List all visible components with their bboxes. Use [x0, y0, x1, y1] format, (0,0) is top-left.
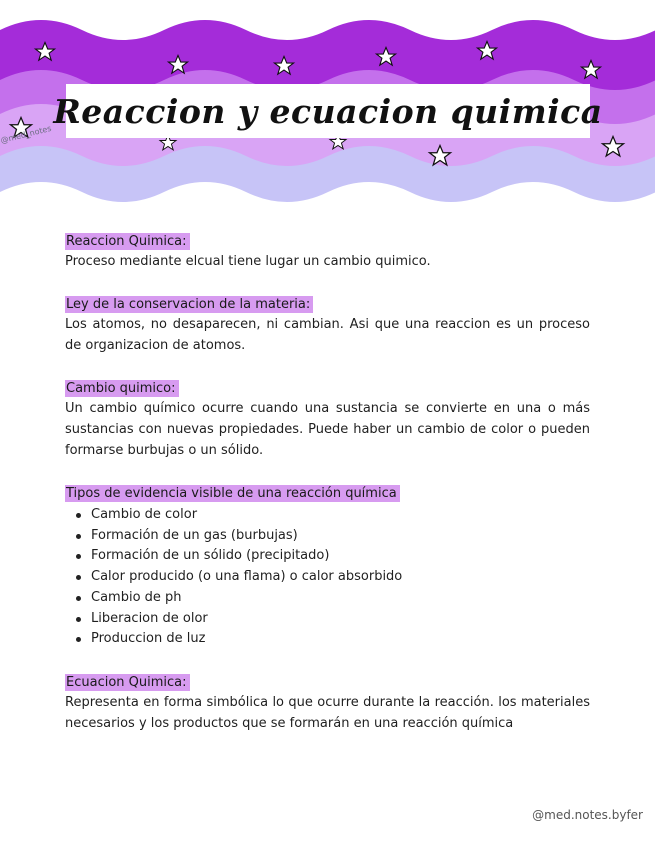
list-item: Cambio de color — [65, 505, 590, 526]
section-text: Los atomos, no desaparecen, ni cambian. Asi que una reaccion es un proceso de organizacion de atomos. — [65, 317, 590, 353]
author-credit: @med.notes.byfer — [532, 808, 643, 822]
list-item: Produccion de luz — [65, 629, 590, 650]
section-tipos-evidencia — [65, 482, 590, 650]
section-cambio-quimico — [65, 377, 590, 461]
notes-content — [65, 230, 590, 755]
list-item: Cambio de ph — [65, 588, 590, 609]
banner-watermark: @med_notes — [0, 123, 53, 146]
section-ecuacion-quimica — [65, 671, 590, 734]
section-heading: Ley de la conservacion de la materia: — [65, 296, 313, 313]
list-item: Calor producido (o una flama) o calor absorbido — [65, 567, 590, 588]
list-item: Formación de un gas (burbujas) — [65, 526, 590, 547]
list-item: Liberacion de olor — [65, 609, 590, 630]
section-text: Un cambio químico ocurre cuando una sustancia se convierte en una o más sustancias con nuevas propiedades. Puede haber un cambio de color o pueden formarse burbujas o un sólido. — [65, 401, 590, 458]
section-heading: Tipos de evidencia visible de una reacción química — [65, 485, 400, 502]
title-box — [53, 84, 603, 138]
section-text: Proceso mediante elcual tiene lugar un cambio quimico. — [65, 254, 431, 269]
section-ley-conservacion — [65, 293, 590, 356]
section-text: Representa en forma simbólica lo que ocurre durante la reacción. los materiales necesarios y los productos que se formarán en una reacción química — [65, 694, 590, 731]
evidence-list — [65, 505, 590, 650]
section-heading: Cambio quimico: — [65, 380, 179, 397]
page-title: Reaccion y ecuacion quimica — [53, 91, 603, 131]
section-reaccion-quimica — [65, 230, 590, 272]
section-heading: Ecuacion Quimica: — [65, 674, 190, 691]
section-heading: Reaccion Quimica: — [65, 233, 190, 250]
list-item: Formación de un sólido (precipitado) — [65, 546, 590, 567]
